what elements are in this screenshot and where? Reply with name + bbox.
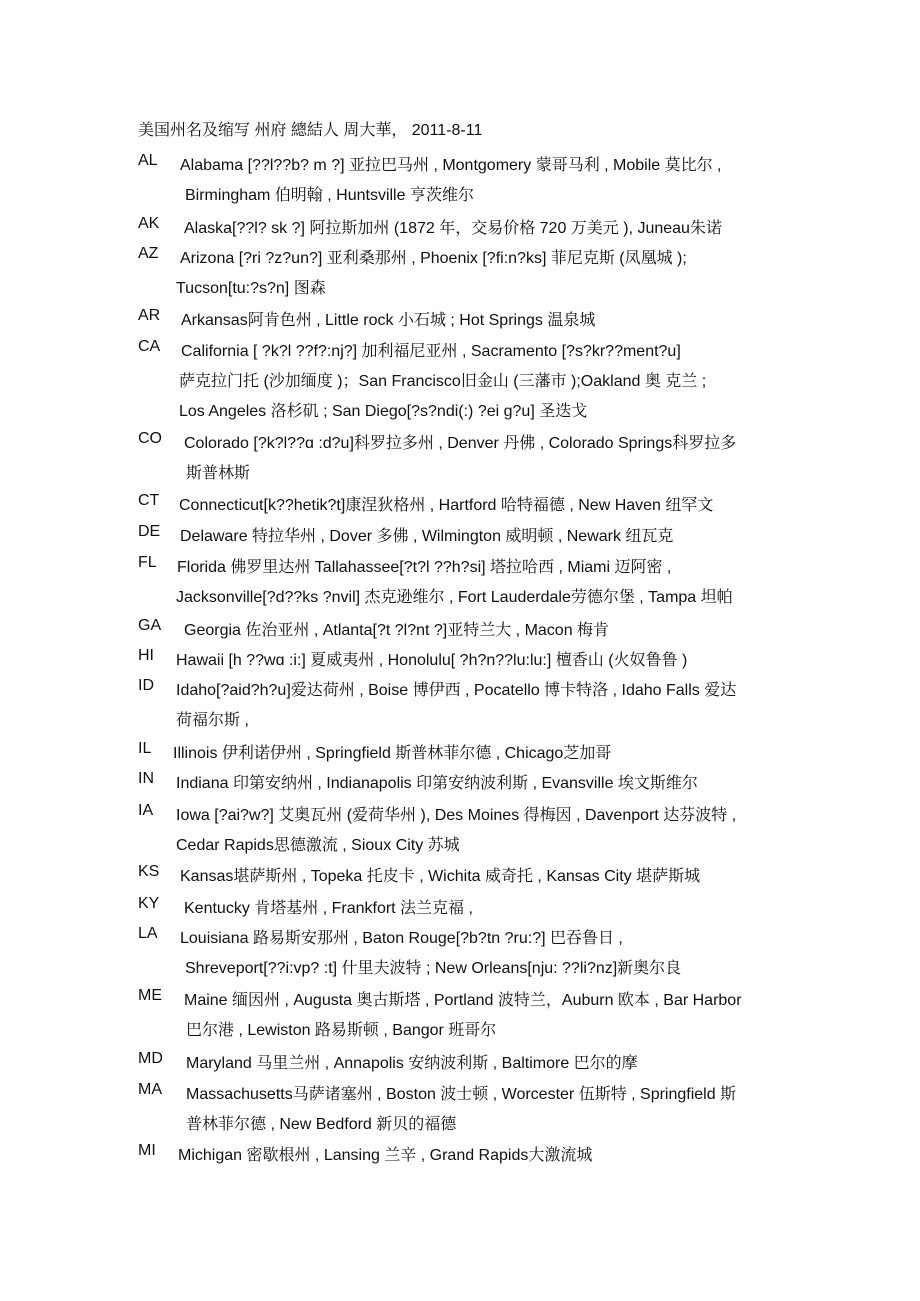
state-abbreviation: CO <box>138 430 162 447</box>
state-abbreviation: CA <box>138 338 161 355</box>
state-description: Connecticut[k??hetik?t]康涅狄格州 , Hartford 哈特福德 , New Haven 纽罕文 <box>179 497 714 514</box>
state-description: California [ ?k?l ??f?:nj?] 加利福尼亚州 , Sacramento [?s?kr??ment?u] <box>181 343 681 360</box>
state-description-continuation: 萨克拉门托 (沙加缅度 )；San Francisco旧金山 (三藩市 );Oakland 奥 克兰 ; <box>179 373 707 390</box>
state-abbreviation: ID <box>138 677 154 694</box>
state-abbreviation: GA <box>138 617 162 634</box>
state-description: Arkansas阿肯色州 , Little rock 小石城 ; Hot Springs 温泉城 <box>181 312 596 329</box>
state-description: Massachusetts马萨诸塞州 , Boston 波士顿 , Worcester 伍斯特 , Springfield 斯 <box>186 1086 737 1103</box>
state-abbreviation: MA <box>138 1081 162 1098</box>
state-description: Louisiana 路易斯安那州 , Baton Rouge[?b?tn ?ru:?] 巴吞鲁日 , <box>180 930 623 947</box>
state-description: Michigan 密歇根州 , Lansing 兰辛 , Grand Rapids大激流城 <box>178 1147 593 1164</box>
state-description: Hawaii [h ??wɑ :i:] 夏威夷州 , Honolulu[ ?h?n??lu:lu:] 檀香山 (火奴鲁鲁 ) <box>176 652 688 669</box>
state-abbreviation: AK <box>138 215 160 232</box>
state-abbreviation: AL <box>138 152 158 169</box>
state-description: Maine 缅因州 , Augusta 奥古斯塔 , Portland 波特兰，Auburn 欧本 , Bar Harbor <box>184 992 742 1009</box>
state-abbreviation: KS <box>138 863 160 880</box>
state-description-continuation: Shreveport[??i:vp? :t] 什里夫波特 ; New Orleans[nju: ??li?nz]新奥尔良 <box>185 960 682 977</box>
state-abbreviation: ME <box>138 987 162 1004</box>
document-header: 美国州名及缩写 州府 總結人 周大華， 2011-8-11 <box>138 122 483 139</box>
state-description: Illinois 伊利诺伊州 , Springfield 斯普林菲尔德 , Chicago芝加哥 <box>173 745 612 762</box>
state-description: Alaska[??l? sk ?] 阿拉斯加州 (1872 年，交易价格 720 万美元 ), Juneau朱诺 <box>184 220 722 237</box>
state-description-continuation: Tucson[tu:?s?n] 图森 <box>176 280 326 297</box>
state-description-continuation: 巴尔港 , Lewiston 路易斯顿 , Bangor 班哥尔 <box>186 1022 497 1039</box>
state-abbreviation: KY <box>138 895 160 912</box>
state-description: Arizona [?ri ?z?un?] 亚利桑那州 , Phoenix [?fi:n?ks] 菲尼克斯 (凤凰城 ); <box>180 250 687 267</box>
state-description-continuation: Birmingham 伯明翰 , Huntsville 亨茨维尔 <box>185 187 474 204</box>
state-abbreviation: IA <box>138 802 154 819</box>
state-description: Alabama [??l??b? m ?] 亚拉巴马州 , Montgomery 蒙哥马利 , Mobile 莫比尔 , <box>180 157 722 174</box>
state-description: Florida 佛罗里达州 Tallahassee[?t?l ??h?si] 塔拉哈西 , Miami 迈阿密 , <box>177 559 672 576</box>
state-description: Maryland 马里兰州 , Annapolis 安纳波利斯 , Baltimore 巴尔的摩 <box>186 1055 638 1072</box>
state-description-continuation: 普林菲尔德 , New Bedford 新贝的福德 <box>186 1116 457 1133</box>
state-abbreviation: HI <box>138 647 154 664</box>
state-description: Iowa [?ai?w?] 艾奥瓦州 (爱荷华州 ), Des Moines 得梅因 , Davenport 达芬波特 , <box>176 807 737 824</box>
state-abbreviation: CT <box>138 492 160 509</box>
state-description-continuation: Los Angeles 洛杉矶 ; San Diego[?s?ndi(:) ?ei ɡ?u] 圣迭戈 <box>179 403 588 420</box>
state-description: Georgia 佐治亚州 , Atlanta[?t ?l?nt ?]亚特兰大 , Macon 梅肯 <box>184 622 610 639</box>
state-abbreviation: MD <box>138 1050 163 1067</box>
state-description-continuation: Jacksonville[?d??ks ?nvil] 杰克逊维尔 , Fort Lauderdale劳德尔堡 , Tampa 坦帕 <box>176 589 733 606</box>
state-description: Colorado [?k?l??ɑ :d?u]科罗拉多州 , Denver 丹佛 , Colorado Springs科罗拉多 <box>184 435 737 452</box>
state-abbreviation: DE <box>138 523 161 540</box>
state-description: Kentucky 肯塔基州 , Frankfort 法兰克福 , <box>184 900 473 917</box>
state-description-continuation: Cedar Rapids思德激流 , Sioux City 苏城 <box>176 837 460 854</box>
state-description-continuation: 荷福尔斯 , <box>176 712 249 729</box>
state-description: Idaho[?aid?h?u]爱达荷州 , Boise 博伊西 , Pocatello 博卡特洛 , Idaho Falls 爱达 <box>176 682 737 699</box>
state-abbreviation: AR <box>138 307 161 324</box>
state-abbreviation: IL <box>138 740 152 757</box>
state-abbreviation: MI <box>138 1142 156 1159</box>
state-abbreviation: AZ <box>138 245 159 262</box>
state-description: Delaware 特拉华州 , Dover 多佛 , Wilmington 威明顿 , Newark 纽瓦克 <box>180 528 674 545</box>
state-description: Kansas堪萨斯州 , Topeka 托皮卡 , Wichita 威奇托 , Kansas City 堪萨斯城 <box>180 868 701 885</box>
state-abbreviation: LA <box>138 925 158 942</box>
state-abbreviation: IN <box>138 770 154 787</box>
state-description-continuation: 斯普林斯 <box>186 465 251 482</box>
state-description: Indiana 印第安纳州 , Indianapolis 印第安纳波利斯 , Evansville 埃文斯维尔 <box>176 775 698 792</box>
state-abbreviation: FL <box>138 554 157 571</box>
